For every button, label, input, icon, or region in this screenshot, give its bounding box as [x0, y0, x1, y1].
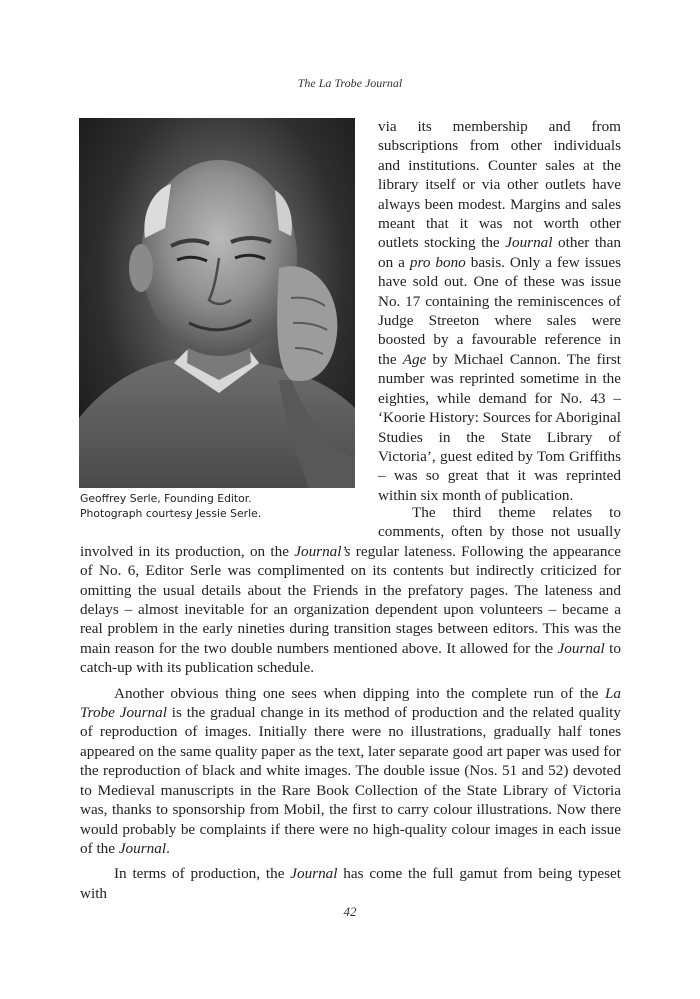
right-column-text [378, 117, 621, 505]
text-run: is the gradual change in its method of production and the related quality of reproduction of images. Initially there were no illustrations, gradually half tones appeared on the same quality paper as the text, later separate good art paper was used for the reproduction of black and white images. The double issue (Nos. 51 and 52) devoted to Medieval manuscripts in the Rare Book Collection of the State Library of Victoria was, thanks to sponsorship from Mobil, the first to carry colour illustrations. Now there would probably be complaints if there were no high-quality colour images in each issue of the [80, 704, 621, 857]
italic-run: Age [402, 350, 427, 368]
caption-line-2: Photograph courtesy Jessie Serle. [80, 507, 262, 520]
text-run: regular lateness. Following the appearance of No. 6, Editor Serle was complimented on its contents but indirectly criticized for omitting the usual details about the Friends in the prefatory pages. The lateness and delays – almost inevitable for an organization dependent upon volunteers – became a real problem in the early nineties during transition stages between editors. This was the main reason for the two double numbers mentioned above. It allowed for the [80, 542, 622, 657]
right-column-paragraph [378, 117, 621, 505]
portrait-photo [79, 118, 355, 488]
text-run: In terms of production, the [114, 865, 291, 883]
text-run: other than on a [378, 234, 621, 271]
caption-line-1: Geoffrey Serle, Founding Editor. [80, 492, 252, 505]
italic-run: Journal’s [294, 542, 351, 560]
text-run: by Michael Cannon. The first number was reprinted sometime in the eighties, while demand for No. 43 – ‘Koorie History: Sources for Aboriginal Studies in the State Library of Victoria’, guest edited by Tom Griffiths – was so great that it was reprinted within six month of publication. [378, 350, 621, 504]
main-body-text [80, 503, 621, 903]
text-run: The third theme relates to comments, often by those not usually involved in its production, on the [80, 504, 621, 560]
italic-run: La Trobe Journal [80, 684, 621, 722]
running-head: The La Trobe Journal [297, 76, 403, 90]
text-run: to catch-up with its publication schedule. [80, 639, 621, 677]
italic-run: Journal [557, 639, 605, 657]
italic-run: Journal [290, 865, 338, 883]
italic-run: Journal [118, 839, 167, 857]
body-paragraph-3 [80, 864, 621, 903]
text-run: has come the full gamut from being typeset with [80, 865, 621, 902]
portrait-illustration [79, 118, 355, 488]
body-paragraph-2 [80, 684, 621, 859]
page-number: 42 [343, 904, 357, 919]
italic-run: Journal [505, 234, 553, 252]
italic-run: pro bono [409, 253, 466, 271]
text-run: Another obvious thing one sees when dipping into the complete run of the [114, 684, 605, 702]
caption-spacer [80, 503, 378, 541]
text-run: basis. Only a few issues have sold out. One of these was issue No. 17 containing the reminiscences of Judge Streeton where sales were boosted by a favourable reference in the [378, 253, 621, 368]
text-run: . [166, 839, 170, 857]
text-run: via its membership and from subscriptions from other individuals and institutions. Counter sales at the library itself or via other outlets have always been modest. Margins and sales meant that it was not worth other outlets stocking the [378, 118, 621, 252]
